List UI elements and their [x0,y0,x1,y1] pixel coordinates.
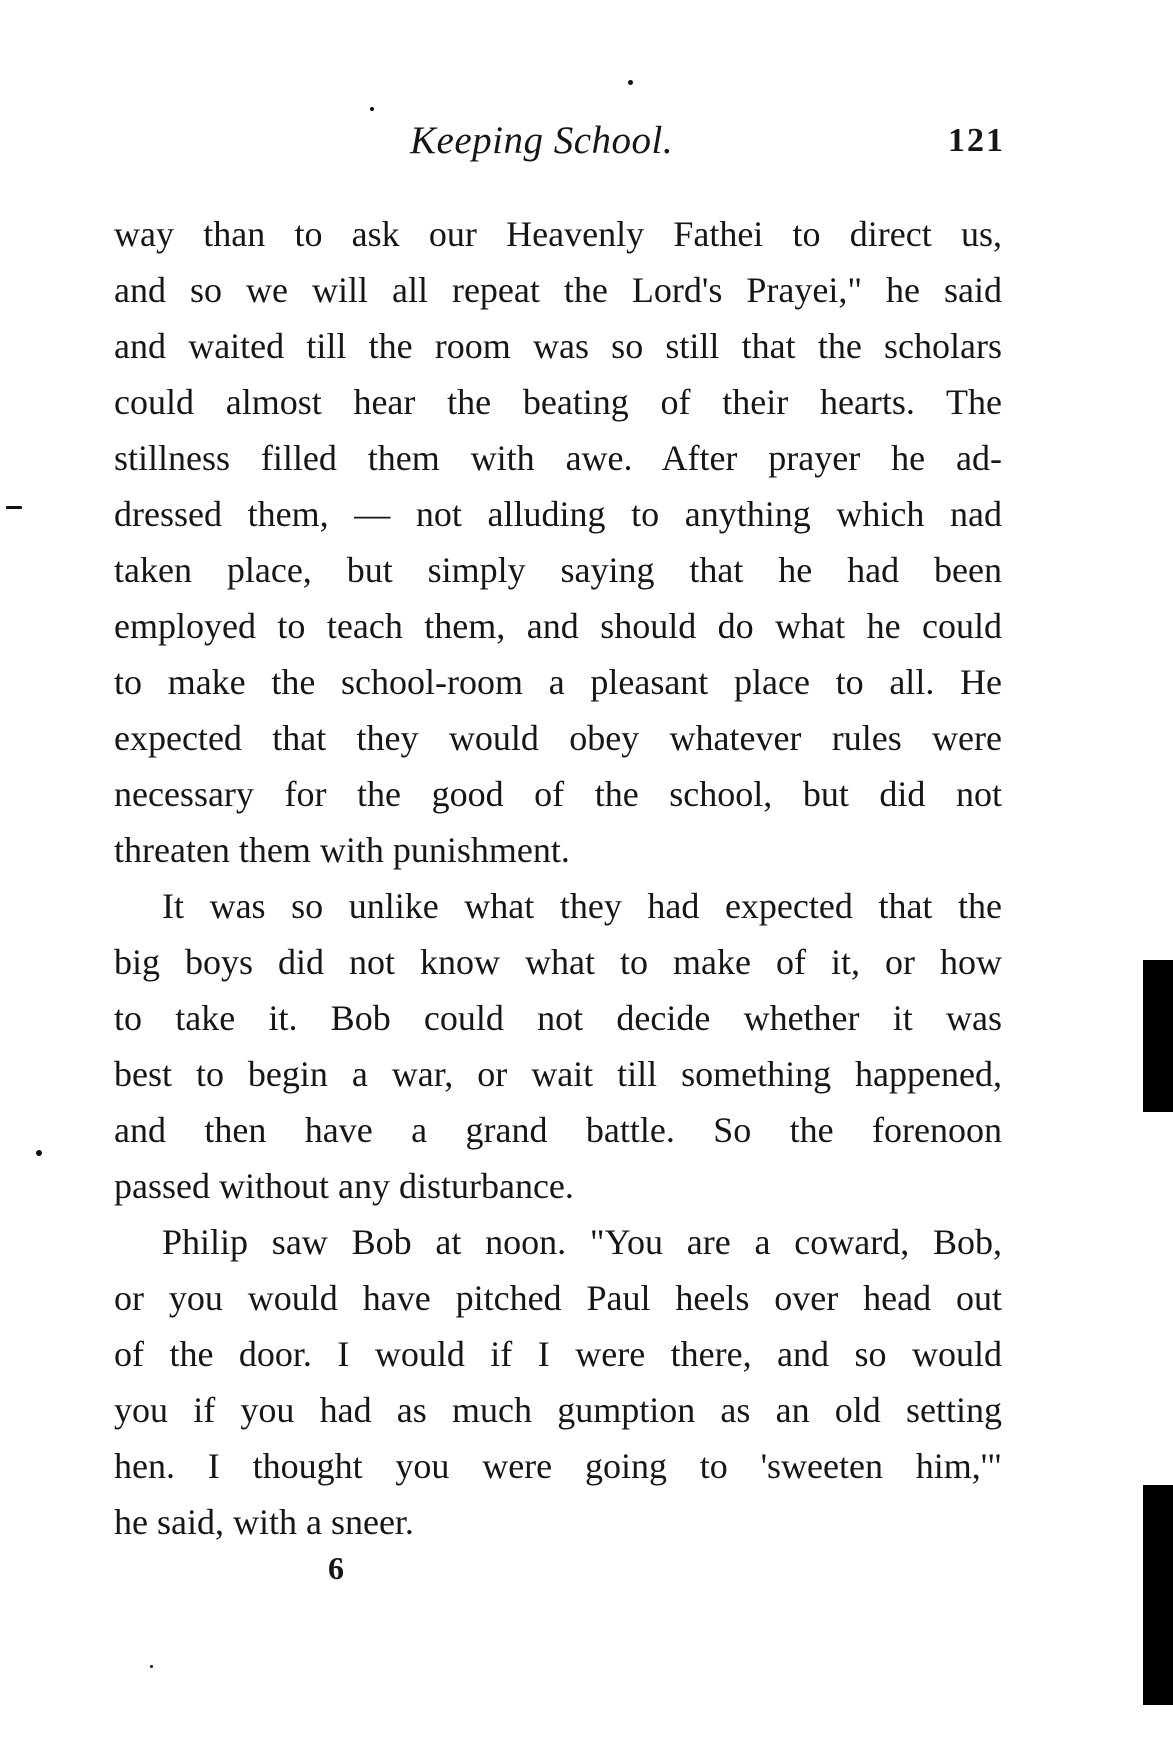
text-line: to make the school-room a pleasant place to all. He [114,662,1002,702]
running-title: Keeping School. [410,119,674,162]
scan-edge-mark [1143,1485,1173,1705]
scan-speck [36,1150,42,1156]
text-line: hen. I thought you were going to 'sweeten him,'" [114,1446,1002,1486]
text-line: and so we will all repeat the Lord's Prayei," he said [114,270,1002,310]
text-line: of the door. I would if I were there, and so would [114,1334,1002,1374]
paragraph-2 [114,878,1002,1214]
scan-edge-mark [1143,960,1173,1112]
text-line: you if you had as much gumption as an old setting [114,1390,1002,1430]
paragraph-3 [114,1214,1002,1550]
text-line: taken place, but simply saying that he had been [114,550,1002,590]
page-number: 121 [948,122,1005,159]
text-line: Philip saw Bob at noon. "You are a coward, Bob, [162,1222,1002,1262]
scan-speck [150,1665,153,1668]
text-line: could almost hear the beating of their hearts. The [114,382,1002,422]
text-line: threaten them with punishment. [114,830,570,870]
text-line: to take it. Bob could not decide whether it was [114,998,1002,1038]
text-line: big boys did not know what to make of it, or how [114,942,1002,982]
text-line: way than to ask our Heavenly Fathei to direct us, [114,214,1002,254]
signature-mark: 6 [328,1550,344,1586]
running-head [112,118,1005,178]
text-line: best to begin a war, or wait till something happened, [114,1054,1002,1094]
text-line: passed without any disturbance. [114,1166,574,1206]
text-line: or you would have pitched Paul heels over head out [114,1278,1002,1318]
text-line: and then have a grand battle. So the forenoon [114,1110,1002,1150]
scan-speck [628,80,633,85]
body-text [114,206,1002,1550]
text-line: and waited till the room was so still that the scholars [114,326,1002,366]
text-line: he said, with a sneer. [114,1502,414,1542]
scan-speck [370,107,374,111]
text-line: dressed them, — not alluding to anything which nad [114,494,1002,534]
paragraph-1 [114,206,1002,878]
text-line: employed to teach them, and should do what he could [114,606,1002,646]
scan-speck [6,506,22,509]
text-line: stillness filled them with awe. After prayer he ad- [114,438,1002,478]
text-line: expected that they would obey whatever rules were [114,718,1002,758]
text-line: necessary for the good of the school, but did not [114,774,1002,814]
text-line: It was so unlike what they had expected that the [162,886,1002,926]
